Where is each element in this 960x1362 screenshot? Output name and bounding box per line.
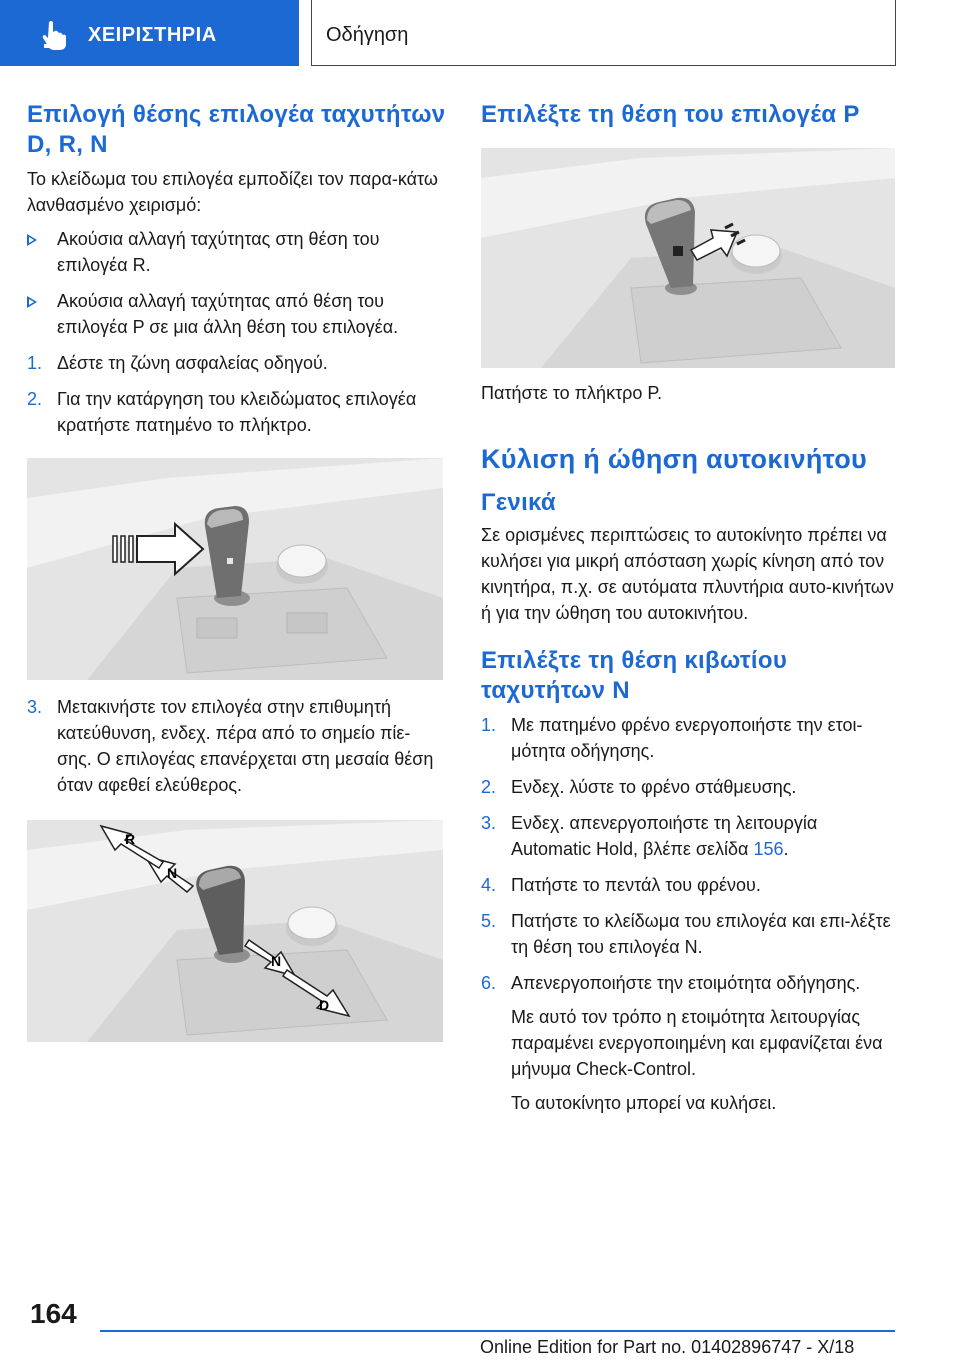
- figure-selector-directions: [27, 820, 443, 1042]
- note-roll: Το αυτοκίνητο μπορεί να κυλήσει.: [511, 1093, 777, 1113]
- hand-pointer-icon: [40, 20, 68, 50]
- list-item: 2. Ενδεχ. λύστε το φρένο στάθμευσης.: [481, 777, 797, 797]
- list-item: Ακούσια αλλαγή ταχύτητας στη θέση του επιλογέα R.: [27, 226, 443, 278]
- general-text: Σε ορισμένες περιπτώσεις το αυτοκίνητο πρέπει να κυλήσει για μικρή απόσταση χωρίς κίνηση από τον κινητήρα, π.χ. σε αυτόματα πλυντήρια αυτο-κινήτων ή για την ώθηση του αυτοκινήτου.: [481, 525, 894, 623]
- left-column: [27, 100, 446, 1042]
- triangle-bullet-icon: [27, 288, 57, 340]
- page-number: 164: [30, 1298, 77, 1329]
- label-r: R: [125, 831, 136, 847]
- heading-general: Γενικά: [481, 489, 556, 516]
- heading-select-n: Επιλέξτε τη θέση κιβωτίου ταχυτήτων N: [481, 647, 788, 704]
- figure-p-button: [481, 148, 895, 368]
- steps-list-a: [27, 350, 443, 438]
- note-readiness: Με αυτό τον τρόπο η ετοιμότητα λειτουργίας παραμένει ενεργοποιημένη και εμφανίζεται ένα μήνυμα Check-Control.: [511, 1007, 883, 1079]
- list-item: 1. Δέστε τη ζώνη ασφαλείας οδηγού.: [27, 353, 328, 373]
- heading-rolling: Κύλιση ή ώθηση αυτοκινήτου: [481, 444, 868, 474]
- list-item: Ακούσια αλλαγή ταχύτητας από θέση του επιλογέα P σε μια άλλη θέση του επιλογέα.: [27, 288, 443, 340]
- chapter-title: Οδήγηση: [326, 24, 409, 46]
- label-n-backward: N: [271, 953, 282, 969]
- list-item: 3. Ενδεχ. απενεργοποιήστε τη λειτουργία Automatic Hold, βλέπε σελίδα 156.: [481, 813, 818, 859]
- heading-select-drn: Επιλογή θέσης επιλογέα ταχυτήτων D, R, N: [27, 101, 446, 158]
- list-item: 3. Μετακινήστε τον επιλογέα στην επιθυμητή κατεύθυνση, ενδεχ. πέρα από το σημείο πίε-σης. Ο επιλογέας επανέρχεται στη μεσαία θέση όταν αφεθεί ελεύθερος.: [27, 697, 434, 795]
- list-item: 5. Πατήστε το κλείδωμα του επιλογέα και επι-λέξτε τη θέση του επιλογέα N.: [481, 911, 891, 957]
- steps-list-n: [481, 712, 897, 1116]
- triangle-bullet-icon: [27, 226, 57, 278]
- list-item: 4. Πατήστε το πεντάλ του φρένου.: [481, 875, 761, 895]
- footer-divider: [100, 1330, 895, 1332]
- section-title: ΧΕΙΡΙΣΤΗΡΙΑ: [88, 24, 217, 46]
- caption-press-p: Πατήστε το πλήκτρο P.: [481, 383, 663, 403]
- heading-select-p: Επιλέξτε τη θέση του επιλογέα P: [481, 101, 860, 128]
- right-column: [481, 100, 897, 1116]
- selector-directions-illustration: [27, 820, 443, 1042]
- page-reference-link[interactable]: 156: [753, 839, 784, 859]
- p-button-illustration: [481, 148, 895, 368]
- list-item: 6. Απενεργοποιήστε την ετοιμότητα οδήγησης.: [481, 973, 861, 993]
- selector-illustration: [27, 458, 443, 680]
- intro-text: Το κλείδωμα του επιλογέα εμποδίζει τον παρα-κάτω λανθασμένο χειρισμό:: [27, 169, 438, 215]
- header-section-tab: [0, 0, 299, 66]
- list-item: 2. Για την κατάργηση του κλειδώματος επιλογέα κρατήστε πατημένο το πλήκτρο.: [27, 389, 417, 435]
- footer-edition: Online Edition for Part no. 01402896747 - X/18: [480, 1337, 855, 1357]
- bullet-list: [27, 226, 443, 340]
- label-d: D: [319, 997, 330, 1013]
- label-n-forward: N: [167, 865, 178, 881]
- list-item: 1. Με πατημένο φρένο ενεργοποιήστε την ετοι-μότητα οδήγησης.: [481, 715, 863, 761]
- chapter-header: [311, 0, 896, 66]
- steps-list-b: [27, 694, 443, 798]
- figure-selector-unlock: [27, 458, 443, 680]
